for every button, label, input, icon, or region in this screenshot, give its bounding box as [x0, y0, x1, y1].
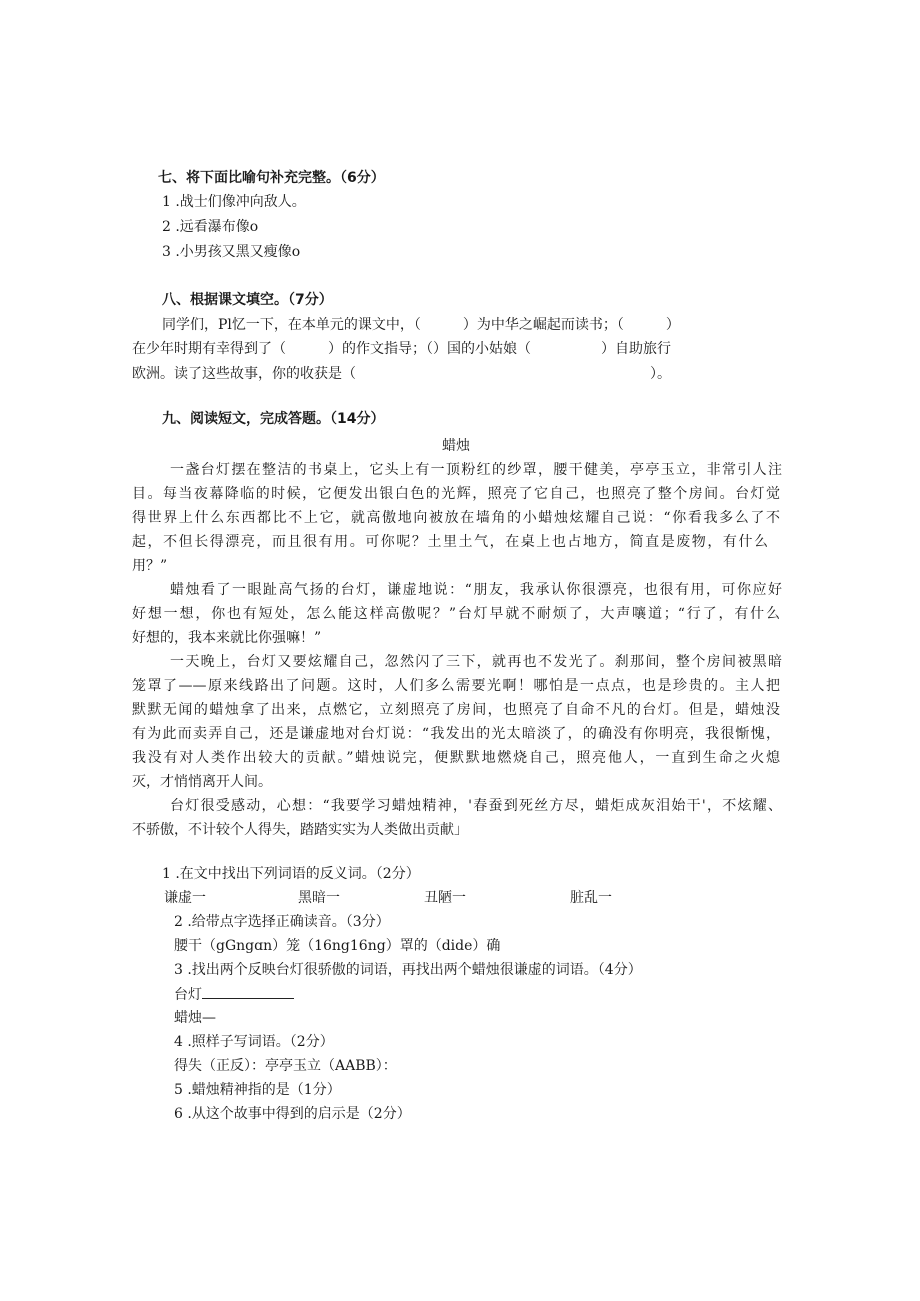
passage-line: 好想一想，你也有短处，怎么能这样高傲呢？”台灯早就不耐烦了，大声嚷道；“行了，有什么	[132, 606, 780, 622]
passage-line: 一盏台灯摆在整洁的书桌上，它头上有一顶粉红的纱罩，腰干健美，亭亭玉立，非常引人注	[170, 462, 782, 478]
passage-line: 有为此而卖弄自己，还是谦虚地对台灯说：“我发出的光太暗淡了，的确没有你明亮，我很惭愧，	[132, 726, 780, 742]
question-1: 1 .在文中找出下列词语的反义词。（2分）	[162, 866, 420, 882]
question-2: 2 .给带点字选择正确读音。（3分）	[174, 914, 390, 930]
question-5: 5 .蜡烛精神指的是（1分）	[174, 1082, 341, 1098]
q1-word-3: 丑陋一	[424, 890, 466, 906]
passage-line: 用？”	[132, 558, 168, 574]
passage-line: 默默无闻的蜡烛拿了出来，点燃它，立刻照亮了房间，也照亮了自命不凡的台灯。但是，蜡烛没	[132, 702, 780, 718]
section-9-heading: 九、阅读短文，完成答题。（14分）	[162, 411, 385, 427]
answer-blank[interactable]	[202, 984, 294, 999]
q3-line-lamp	[174, 984, 294, 1005]
passage-line: 笼罩了——原来线路出了问题。这时，人们多么需要光啊！哪怕是一点点，也是珍贵的。主人把	[132, 678, 780, 694]
q3-lamp-label: 台灯	[174, 987, 202, 1003]
passage-title: 蜡烛	[442, 438, 470, 454]
q1-word-2: 黑暗一	[298, 890, 340, 906]
passage-line: 目。每当夜幕降临的时候，它便发出银白色的光辉，照亮了它自己，也照亮了整个房间。台灯觉	[132, 486, 780, 502]
passage-line: 台灯很受感动，心想：“我要学习蜡烛精神，'春蚕到死丝方尽，蜡炬成灰泪始干'，不炫耀、	[170, 798, 782, 814]
section-7-heading: 七、将下面比喻句补充完整。（6分）	[158, 170, 385, 186]
passage-line: 我没有对人类作出较大的贡献。”蜡烛说完，便默默地燃烧自己，照亮他人，一直到生命之火熄	[132, 750, 780, 766]
sec8-line-1: 同学们，Pl忆一下，在本单元的课文中，（ ）为中华之崛起而读书；（ ）	[162, 317, 680, 333]
passage-line: 一天晚上，台灯又要炫耀自己，忽然闪了三下，就再也不发光了。刹那间，整个房间被黑暗	[170, 654, 782, 670]
q3-line-candle: 蜡烛—	[174, 1010, 216, 1026]
question-6: 6 .从这个故事中得到的启示是（2分）	[174, 1106, 411, 1122]
passage-line: 灭，才悄悄离开人间。	[132, 774, 272, 790]
sec8-line-2: 在少年时期有幸得到了（ ）的作文指导；（）国的小姑娘（ ）自助旅行	[132, 341, 671, 357]
question-4: 4 .照样子写词语。（2分）	[174, 1034, 334, 1050]
q1-word-1: 谦虚一	[164, 890, 206, 906]
sec7-item-1: 1 .战士们像冲向敌人。	[162, 194, 306, 210]
passage-line: 蜡烛看了一眼趾高气扬的台灯，谦虚地说：“朋友，我承认你很漂亮，也很有用，可你应好	[170, 582, 782, 598]
passage-line: 起，不但长得漂亮，而且很有用。可你呢？土里土气，在桌上也占地方，简直是废物，有什么	[132, 534, 768, 550]
sec7-item-3: 3 .小男孩又黑又瘦像o	[162, 244, 301, 260]
sec7-item-2: 2 .远看瀑布像o	[162, 219, 259, 235]
passage-line: 不骄傲，不计较个人得失，踏踏实实为人类做出贡献」	[132, 822, 468, 838]
q4-example-line: 得失（正反）：亭亭玉立（AABB）：	[174, 1058, 397, 1074]
q2-pinyin-line: 腰干（gGngɑn）笼（16ng16ng）罩的（dide）确	[174, 938, 501, 954]
section-8-heading: 八、根据课文填空。（7分）	[162, 292, 333, 308]
question-3: 3 .找出两个反映台灯很骄傲的词语，再找出两个蜡烛很谦虚的词语。（4分）	[174, 962, 642, 978]
passage-line: 好想的，我本来就比你强嘛！”	[132, 630, 322, 646]
q1-word-4: 脏乱一	[570, 890, 612, 906]
passage-line: 得世界上什么东西都比不上它，就高傲地向被放在墙角的小蜡烛炫耀自己说：“你看我多么了不	[132, 510, 780, 526]
sec8-line-3: 欧洲。读了这些故事，你的收获是（ ）。	[132, 366, 671, 382]
